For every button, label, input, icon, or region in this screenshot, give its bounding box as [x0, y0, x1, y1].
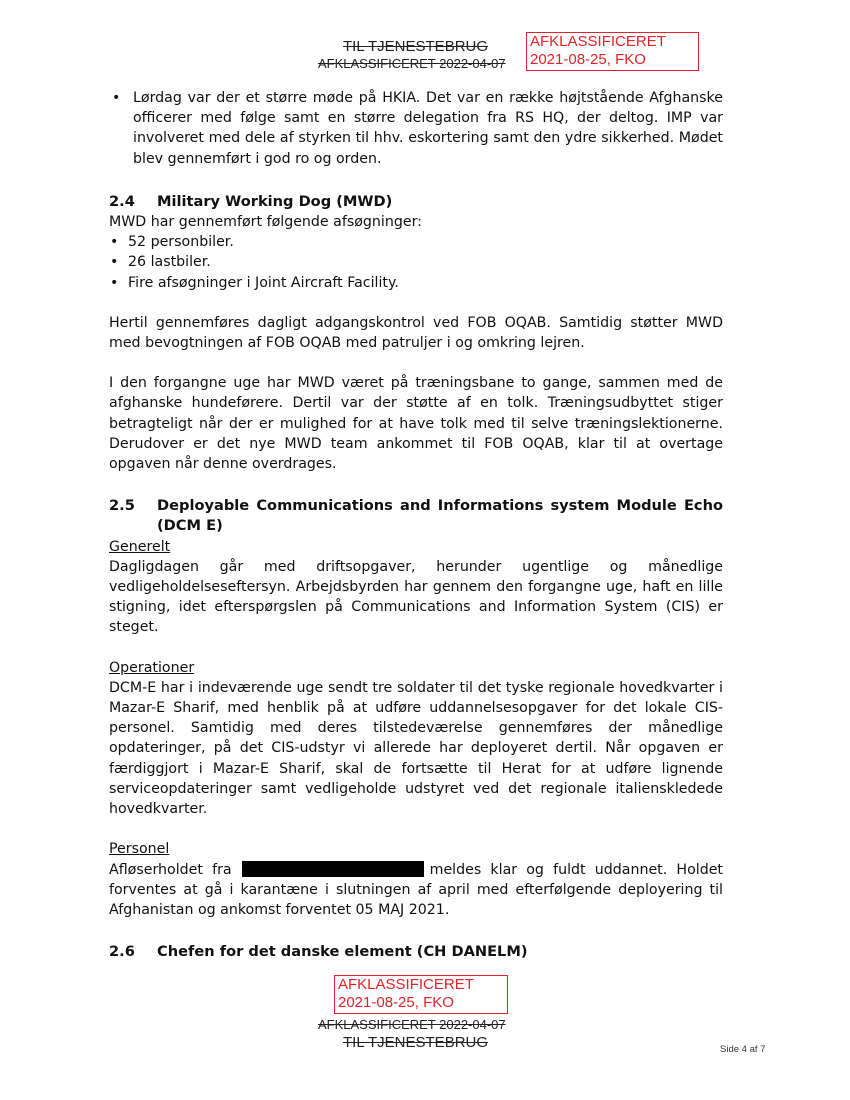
header-classification: TIL TJENESTEBRUG [343, 38, 489, 55]
header-stamp-line1: AFKLASSIFICERET [530, 33, 666, 50]
mwd-paragraph-access: Hertil gennemføres dagligt adgangskontrol ved FOB OQAB. Samtidig støtter MWD med bevogtningen af FOB OQAB med patruljer i og omkring lejren. [109, 314, 723, 352]
subheading-operationer: Operationer [109, 659, 195, 676]
footer-declassification-stamp [334, 975, 508, 1014]
section-title: Military Working Dog (MWD) [157, 192, 393, 210]
footer-stamp-line2: 2021-08-25, FKO [338, 994, 454, 1011]
personnel-text-before: Afløserholdet fra [109, 861, 232, 878]
mwd-intro: MWD har gennemført følgende afsøgninger: [109, 214, 422, 231]
dcme-paragraph-personnel [109, 860, 723, 921]
header-declassification-stamp [526, 32, 699, 71]
page-number: Side 4 af 7 [720, 1044, 766, 1055]
list-item: • 52 personbiler. [109, 232, 723, 252]
section-2-6-heading [109, 942, 723, 962]
subheading-generelt: Generelt [109, 538, 171, 555]
document-body [109, 88, 723, 962]
mwd-search-list [109, 232, 723, 293]
dcme-paragraph-operations: DCM-E har i indeværende uge sendt tre soldater til det tyske regionale hovedkvarter i Mazar-E Sharif, med henblik på at udføre uddannelsesopgaver for det lokale CIS-personel. Samtidig med deres tilstedeværelse gennemføres der månedlige opdateringer, på det CIS-udstyr vi allerede har deployeret dertil. Når opgaven er færdiggjort i Mazar-E Sharif, skal de fortsætte til Herat for at udføre lignende serviceopdateringer samt vedligeholde udstyret ved det regionale italienskledede hovedkvarter. [109, 679, 723, 818]
subheading-personel: Personel [109, 841, 170, 858]
intro-bullet-item: • Lørdag var der et større møde på HKIA. Det var en række højtstående Afghanske officerer med følge samt en større delegation fra RS HQ, der deltog. IMP var involveret med dele af styrken til hhv. eskortering samt den ydre sikkerhed. Mødet blev gennemført i god ro og orden. [109, 88, 723, 169]
section-title: Chefen for det danske element (CH DANELM) [157, 943, 528, 961]
section-number: 2.5 [109, 497, 135, 515]
section-2-5-heading [109, 496, 723, 536]
section-title: Deployable Communications and Informations system Module Echo (DCM E) [157, 497, 723, 535]
list-item: • Fire afsøgninger i Joint Aircraft Facility. [109, 273, 723, 293]
footer-classification: TIL TJENESTEBRUG [343, 1034, 489, 1051]
header-declassified-date: AFKLASSIFICERET 2022-04-07 [318, 56, 506, 71]
redaction-block [242, 861, 424, 877]
section-number: 2.4 [109, 192, 135, 210]
dcme-paragraph-general: Dagligdagen går med driftsopgaver, herunder ugentlige og månedlige vedligeholdelseseftersyn. Arbejdsbyrden har gennem den forgangne uge, haft en lille stigning, idet efterspørgslen på Communications and Information System (CIS) er steget. [109, 558, 723, 636]
section-number: 2.6 [109, 943, 135, 961]
mwd-paragraph-training: I den forgangne uge har MWD været på træningsbane to gange, sammen med de afghanske hundeførere. Dertil var der støtte af en tolk. Træningsudbyttet stiger betragteligt når der er mulighed for at have tolk med til selve træningslektionerne. Derudover er det nye MWD team ankommet til FOB OQAB, klar til at overtage opgaven når denne overdrages. [109, 375, 723, 473]
section-2-4-heading [109, 192, 723, 212]
footer-declassified-date: AFKLASSIFICERET 2022-04-07 [318, 1017, 506, 1032]
personnel-text-after: meldes klar og fuldt uddannet. Holdet forventes at gå i karantæne i slutningen af april med efterfølgende deployering til Afghanistan og ankomst forventet 05 MAJ 2021. [109, 861, 723, 918]
header-stamp-line2: 2021-08-25, FKO [530, 51, 646, 68]
list-item: • 26 lastbiler. [109, 252, 723, 272]
intro-bullet-list [109, 88, 723, 169]
footer-stamp-line1: AFKLASSIFICERET [338, 976, 474, 993]
